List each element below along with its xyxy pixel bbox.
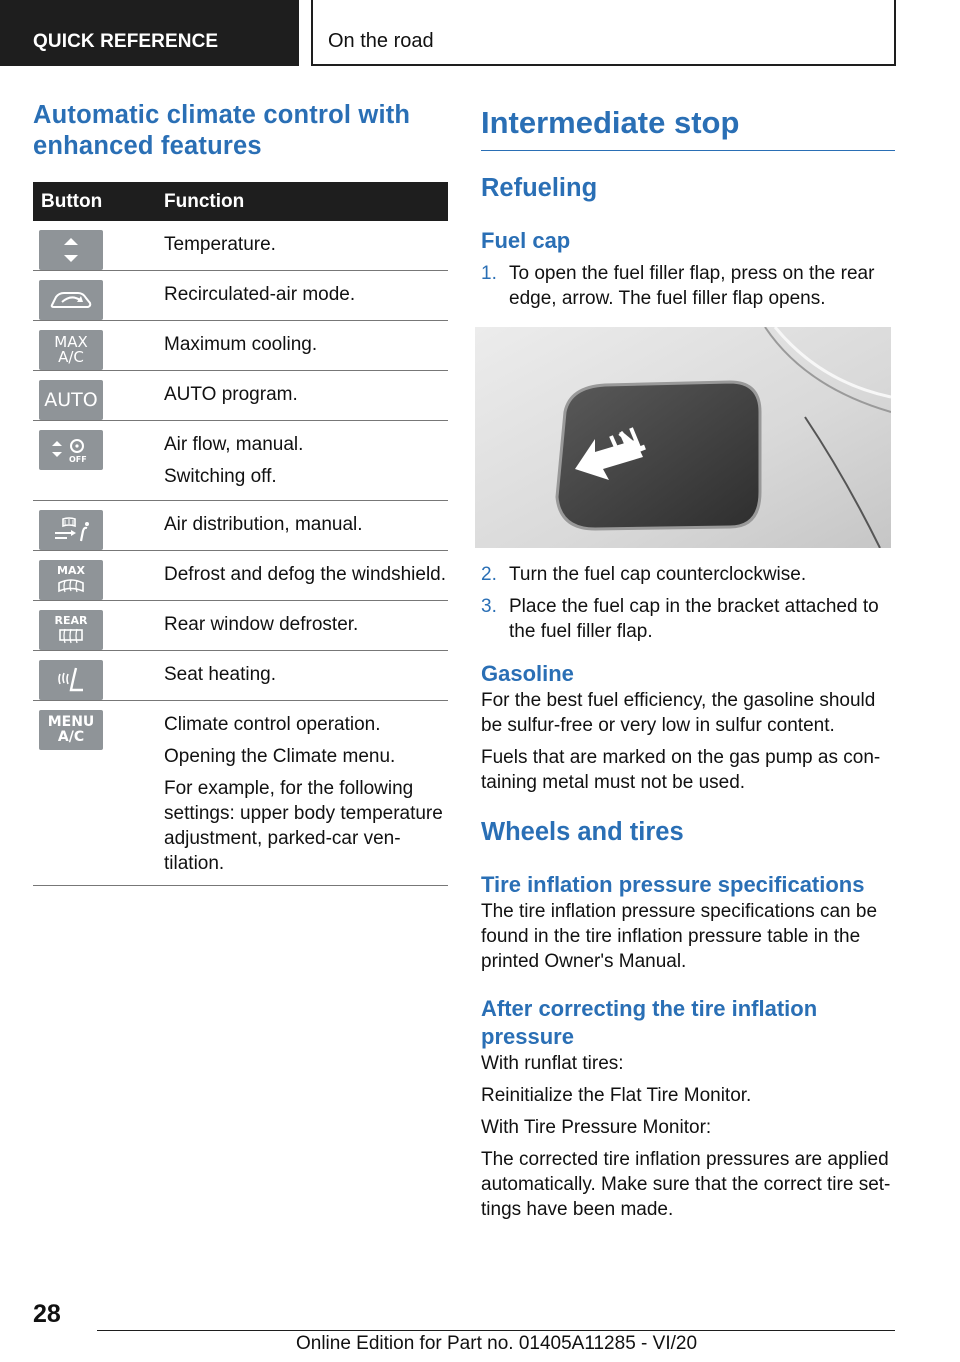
max-defrost-icon — [39, 560, 103, 600]
fuel-cap-title: Fuel cap — [481, 228, 571, 253]
function-text: Air distribution, manual. — [164, 514, 363, 535]
intermediate-stop-section — [481, 100, 895, 1222]
function-text: Recirculated-air mode. — [164, 284, 356, 305]
step-number: 2. — [481, 564, 497, 585]
gasoline-paragraph: Fuels that are marked on the gas pump as containing metal must not be used. — [481, 747, 881, 793]
function-column-header: Function — [164, 182, 448, 221]
auto-icon: AUTO — [39, 380, 103, 420]
function-text: Temperature. — [164, 234, 276, 255]
max-label: MAX — [57, 564, 85, 577]
fuel-cap-steps-continued — [481, 562, 895, 644]
edition-footer: Online Edition for Part no. 01405A11285 - VI/20 — [295, 1333, 698, 1354]
function-text: Opening the Climate menu. — [164, 746, 396, 767]
after-correcting-title: After correcting the tire inflation pressure — [481, 996, 818, 1049]
step-text: To open the fuel filler flap, press on the rear edge, arrow. The fuel filler flap opens. — [509, 263, 875, 309]
table-row — [33, 321, 448, 371]
menu-ac-icon: MENU A/C — [39, 710, 103, 750]
off-label: OFF — [69, 455, 87, 464]
reinitialize-text: Reinitialize the Flat Tire Monitor. — [481, 1085, 752, 1106]
function-text: Defrost and defog the windshield. — [164, 564, 447, 585]
list-item — [481, 261, 895, 311]
step-text: Place the fuel cap in the bracket attached to the fuel filler flap. — [509, 596, 879, 642]
table-row — [33, 271, 448, 321]
step-number: 3. — [481, 596, 497, 617]
gasoline-paragraph: For the best fuel efficiency, the gasoline should be sulfur-free or very low in sulfur content. — [481, 690, 876, 736]
table-row — [33, 221, 448, 271]
refueling-title: Refueling — [481, 174, 598, 202]
function-text: AUTO program. — [164, 384, 298, 405]
rear-label: REAR — [54, 614, 88, 627]
tire-pressure-spec-title: Tire inflation pressure specifications — [481, 872, 865, 897]
chapter-label: On the road — [328, 30, 434, 52]
table-row — [33, 651, 448, 701]
list-item — [481, 562, 895, 587]
rear-defroster-icon — [39, 610, 103, 650]
fan-off-icon — [39, 430, 103, 470]
function-text: Switching off. — [164, 466, 277, 487]
button-column-header: Button — [33, 182, 164, 221]
climate-section — [33, 100, 448, 886]
fuel-cap-steps — [481, 261, 895, 311]
page-number: 28 — [33, 1300, 61, 1328]
runflat-text: With runflat tires: — [481, 1053, 624, 1074]
table-header-row — [33, 182, 448, 221]
applied-text: The corrected tire inflation pressures are applied automatically. Make sure that the correct tire settings have been made. — [481, 1149, 891, 1220]
function-text: Air flow, manual. — [164, 434, 304, 455]
chapter-tab — [311, 0, 896, 66]
function-text: Maximum cooling. — [164, 334, 318, 355]
section-tab — [0, 0, 299, 66]
air-distribution-icon — [39, 510, 103, 550]
max-ac-icon: MAX A/C — [39, 330, 103, 370]
climate-title: Automatic climate control with enhanced features — [33, 101, 411, 160]
table-row — [33, 551, 448, 601]
seat-heating-icon — [39, 660, 103, 700]
function-text: For example, for the following settings: upper body temperature adjustment, parked-car ventilation. — [164, 778, 443, 874]
tpm-text: With Tire Pressure Monitor: — [481, 1117, 712, 1138]
fuel-filler-flap-image — [475, 327, 891, 548]
list-item — [481, 594, 895, 644]
table-row — [33, 421, 448, 501]
table-row — [33, 501, 448, 551]
gasoline-title: Gasoline — [481, 661, 574, 686]
function-text: Climate control operation. — [164, 714, 381, 735]
table-row — [33, 601, 448, 651]
function-text: Seat heating. — [164, 664, 276, 685]
climate-buttons-table — [33, 182, 448, 886]
step-number: 1. — [481, 263, 497, 284]
step-text: Turn the fuel cap counterclockwise. — [509, 564, 807, 585]
temperature-arrows-icon — [39, 230, 103, 270]
table-row — [33, 701, 448, 886]
recirculation-icon — [39, 280, 103, 320]
tire-pressure-spec-text: The tire inflation pressure specifications can be found in the tire inflation pressure table in the printed Owner's Manual. — [481, 901, 878, 972]
table-row — [33, 371, 448, 421]
section-label: QUICK REFERENCE — [33, 31, 219, 52]
intermediate-stop-title: Intermediate stop — [481, 100, 895, 151]
wheels-title: Wheels and tires — [481, 818, 684, 846]
function-text: Rear window defroster. — [164, 614, 359, 635]
